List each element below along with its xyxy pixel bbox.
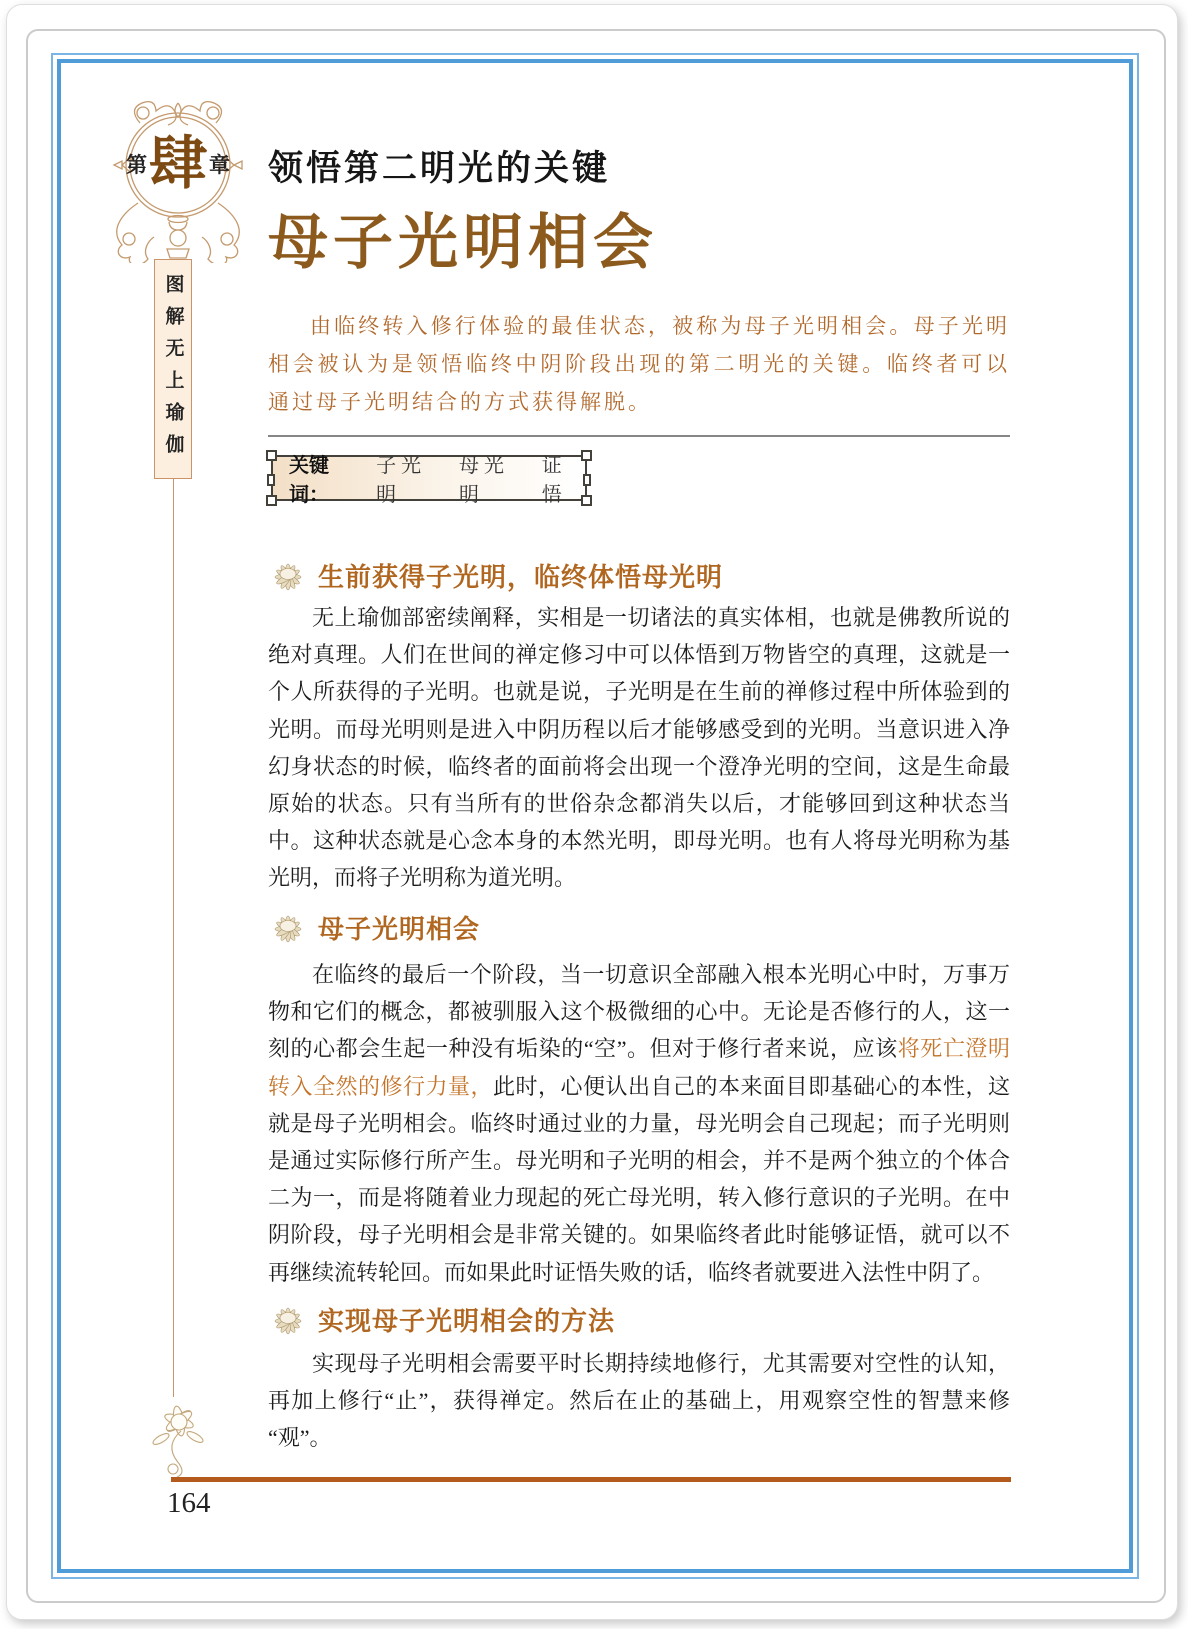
keyword-item: 母光明 xyxy=(458,455,509,506)
chapter-suffix: 章 xyxy=(209,153,230,177)
paragraph-text: 在临终的最后一个阶段，当一切意识全部融入根本光明心中时，万事万物和它们的概念，都被驯服入这个极微细的心中。无论是否修行的人，这一刻的心都会生起一种没有垢染的“空”。但对于修行者来说，应该 xyxy=(268,962,1010,1062)
plaque-corner-icon xyxy=(266,495,277,506)
section-paragraph xyxy=(268,956,1010,1291)
keywords-label: 关键词： xyxy=(289,455,329,506)
keyword-item: 证悟 xyxy=(541,455,567,506)
paragraph-text: 此时，心便认出自己的本来面目即基础心的本性，这就是母子光明相会。临终时通过业的力量，母光明会自己现起；而子光明则是通过实际修行所产生。母光明和子光明的相会，并不是两个独立的个体合二为一，而是将随着业力现起的死亡母光明，转入修行意识的子光明。在中阴阶段，母子光明相会是非常关键的。如果临终者此时能够证悟，就可以不再继续流转轮回。而如果此时证悟失败的话，临终者就要进入法性中阴了。 xyxy=(268,1073,1010,1285)
section-paragraph xyxy=(268,599,1010,897)
highlighted-text: 将死亡澄明转入全然的修行力量， xyxy=(268,1036,1010,1099)
flower-bullet-icon xyxy=(268,912,308,944)
page-title: 母子光明相会 xyxy=(268,210,658,276)
divider-rule xyxy=(268,435,1010,437)
section-heading-row xyxy=(268,909,480,946)
paragraph-text: 实现母子光明相会需要平时长期持续地修行，尤其需要对空性的认知，再加上修行“止”，获得禅定。然后在止的基础上，用观察空性的智慧来修“观”。 xyxy=(268,1351,1010,1451)
section-heading-row xyxy=(268,1301,615,1338)
keyword-item: 子光明 xyxy=(376,455,427,506)
chapter-prefix: 第 xyxy=(125,153,147,177)
section-heading: 生前获得子光明，临终体悟母光明 xyxy=(318,562,724,592)
section-paragraph xyxy=(268,1345,1010,1457)
plaque-nub-icon xyxy=(267,474,275,486)
sidebar-rule xyxy=(173,479,174,1397)
plaque-corner-icon xyxy=(581,495,592,506)
paragraph-text: 无上瑜伽部密续阐释，实相是一切诸法的真实体相，也就是佛教所说的绝对真理。人们在世间的禅定修习中可以体悟到万物皆空的真理，这就是一个人所获得的子光明。也就是说，子光明是在生前的禅修过程中所体验到的光明。而母光明则是进入中阴历程以后才能够感受到的光明。当意识进入净幻身状态的时候，临终者的面前将会出现一个澄净光明的空间，这是生命最原始的状态。只有当所有的世俗杂念都消失以后，才能够回到这种状态当中。这种状态就是心念本身的本然光明，即母光明。也有人将母光明称为基光明，而将子光明称为道光明。 xyxy=(268,605,1010,891)
section-heading: 母子光明相会 xyxy=(318,914,481,944)
flower-flourish-icon xyxy=(139,1395,223,1479)
plaque-corner-icon xyxy=(581,450,592,461)
chapter-ornament xyxy=(96,91,260,263)
plaque-corner-icon xyxy=(266,450,277,461)
flower-bullet-icon xyxy=(268,560,308,592)
series-title: 图解无上瑜伽 xyxy=(162,274,184,466)
chapter-numeral: 肆 xyxy=(148,131,207,196)
book-page xyxy=(6,4,1178,1620)
page-number: 164 xyxy=(167,1487,211,1519)
keywords-box xyxy=(271,455,587,506)
section-heading: 实现母子光明相会的方法 xyxy=(318,1306,616,1336)
intro-paragraph: 由临终转入修行体验的最佳状态，被称为母子光明相会。母子光明相会被认为是领悟临终中阴阶段出现的第二明光的关键。临终者可以通过母子光明结合的方式获得解脱。 xyxy=(268,314,1010,414)
footer-rule xyxy=(171,1477,1011,1482)
chapter-number xyxy=(96,131,260,196)
plaque-nub-icon xyxy=(583,474,591,486)
series-title-bar xyxy=(154,259,192,479)
flower-bullet-icon xyxy=(268,1304,308,1336)
section-heading-row xyxy=(268,557,723,594)
chapter-subtitle: 领悟第二明光的关键 xyxy=(268,149,611,188)
